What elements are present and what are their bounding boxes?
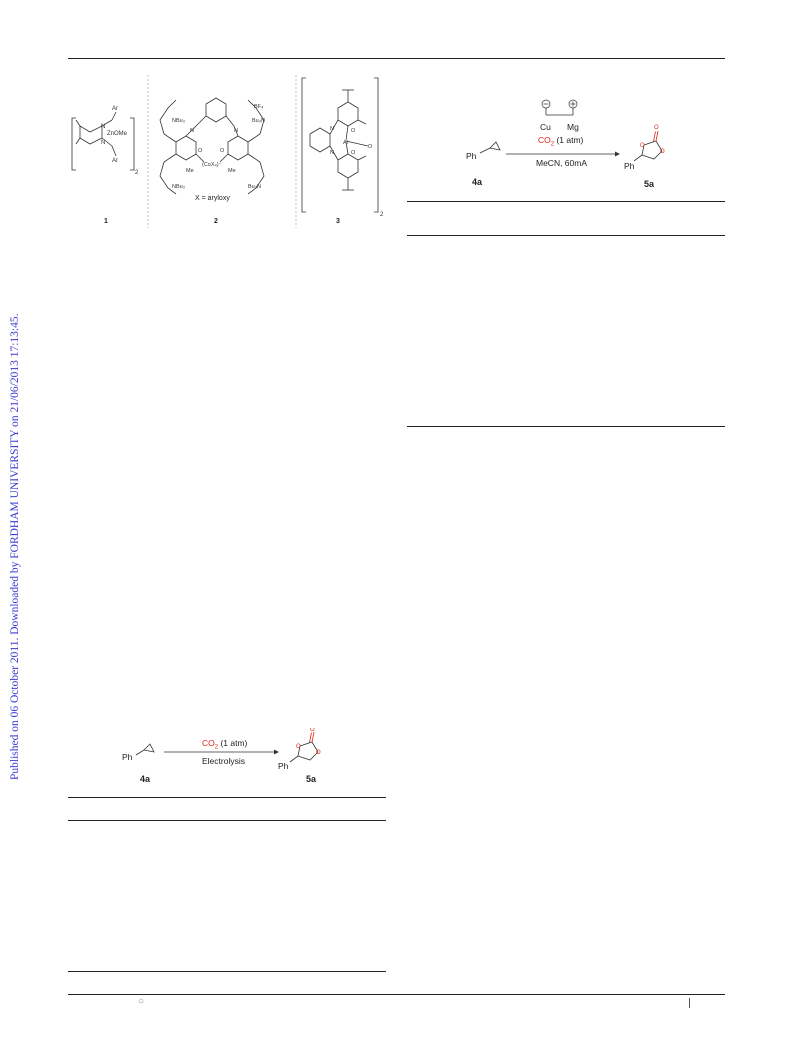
ph-substrate-bottom: Ph [122,752,133,762]
co2-text-bottom: CO [202,738,215,748]
co2-rest: (1 atm) [554,135,584,145]
co2-sub: 2 [550,141,555,148]
compound-1-label: 1 [104,218,108,225]
svg-text:Al: Al [343,140,348,146]
table-rule-2 [407,235,725,236]
svg-text:N: N [234,128,238,134]
svg-text:2: 2 [135,170,139,176]
svg-text:Ar: Ar [112,106,118,112]
svg-text:N: N [330,126,334,132]
ph-product-bottom: Ph [278,761,289,771]
left-table-rule-1 [68,797,386,798]
svg-text:O: O [220,148,225,154]
svg-text:O: O [660,149,665,155]
svg-text:N: N [101,140,106,146]
ph-product: Ph [624,161,635,171]
sidebar [2,130,21,780]
compound-2-label: 2 [214,218,218,225]
footer-rule [68,994,725,995]
substrate-label-bottom: 4a [140,774,151,784]
footer-circle: ○ [138,996,145,1007]
footer-divider [689,998,690,1008]
svg-text:O: O [310,728,315,733]
co2-rest-bottom: (1 atm) [218,738,248,748]
published-note: Published on 06 October 2011. Downloaded by FORDHAM UNIVERSITY on 21/06/2013 17:13:45. [9,313,21,780]
svg-text:O: O [351,150,356,156]
scheme-electrolysis [120,728,360,788]
svg-text:ZnOMe: ZnOMe [107,131,128,137]
substrate-label-top: 4a [472,177,483,187]
solvent-condition: MeCN, 60mA [536,158,588,168]
catalyst-structures [68,70,386,230]
svg-text:Bu₃N: Bu₃N [248,184,261,190]
table-rule-3 [407,426,725,427]
scheme-electrochem [460,95,700,195]
header-rule [68,58,725,59]
compound-2-caption: X = aryloxy [195,195,230,202]
svg-text:O: O [296,744,301,750]
svg-text:N: N [101,124,106,130]
svg-text:O: O [640,143,645,149]
cathode-label: Cu [540,122,551,132]
left-table-rule-3 [68,971,386,972]
table-rule-1 [407,201,725,202]
svg-text:2: 2 [380,212,384,218]
co2-condition [538,135,583,148]
co2-sub-bottom: 2 [214,744,219,751]
svg-text:BF₄: BF₄ [254,104,264,110]
svg-text:Bu₃N: Bu₃N [252,118,265,124]
svg-text:O: O [316,750,321,756]
svg-text:Me: Me [186,168,194,174]
svg-text:O: O [368,144,373,150]
svg-text:(CoX₄)⁻: (CoX₄)⁻ [202,162,222,168]
svg-text:Me: Me [228,168,236,174]
compound-3-label: 3 [336,218,340,225]
co2-condition-bottom [202,738,247,751]
electrolysis-condition: Electrolysis [202,756,245,766]
svg-text:N: N [330,150,334,156]
svg-text:Ar: Ar [112,158,118,164]
svg-text:N: N [190,128,194,134]
svg-text:NBu₃: NBu₃ [172,118,185,124]
svg-text:O: O [198,148,203,154]
anode-label: Mg [567,122,579,132]
co2-text: CO [538,135,551,145]
product-label-top: 5a [644,179,655,189]
left-table-rule-2 [68,820,386,821]
svg-text:O: O [654,125,659,131]
svg-text:NBu₃: NBu₃ [172,184,185,190]
ph-substrate: Ph [466,151,477,161]
svg-text:O: O [351,128,356,134]
catalyst-figure [68,70,386,230]
product-label-bottom: 5a [306,774,317,784]
